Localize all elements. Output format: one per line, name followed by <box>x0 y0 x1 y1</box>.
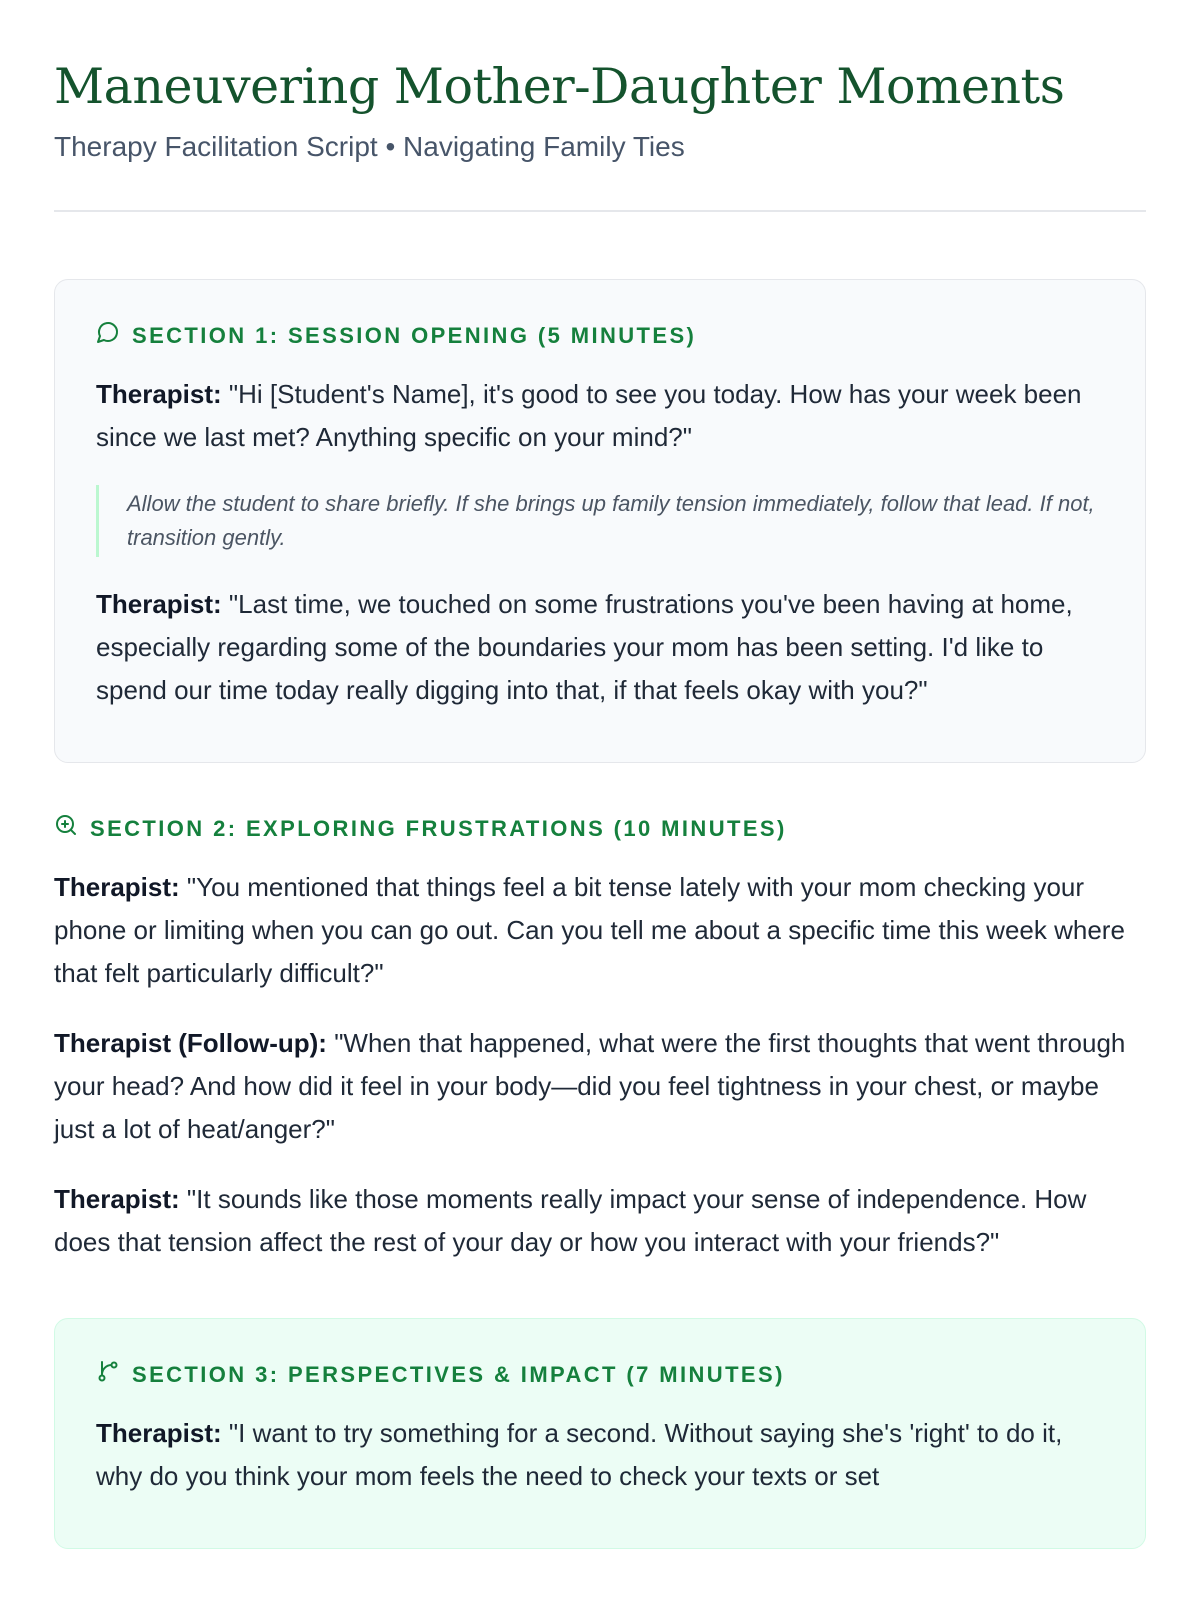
document-page <box>54 0 1146 1549</box>
branch-icon <box>96 1359 120 1390</box>
speaker-label: Therapist: <box>96 1418 222 1448</box>
line-text: "It sounds like those moments really impact your sense of independence. How does that tension affect the rest of your day or how you interact with your friends?" <box>54 1184 1087 1257</box>
line-text: "You mentioned that things feel a bit tense lately with your mom checking your phone or limiting when you can go out. Can you tell me about a specific time this week where that felt particularly difficult?" <box>54 872 1125 988</box>
section-session-opening <box>54 279 1146 763</box>
section-heading-label: SECTION 3: PERSPECTIVES & IMPACT (7 MINUTES) <box>132 1361 785 1387</box>
document-title: Maneuvering Mother-Daughter Moments <box>54 58 1065 115</box>
facilitator-note: Allow the student to share briefly. If she brings up family tension immediately, follow that lead. If not, transition gently. <box>96 485 1104 557</box>
document-header <box>54 0 1146 212</box>
section-heading <box>54 813 1146 844</box>
therapist-line <box>54 866 1146 995</box>
section-heading-label: SECTION 2: EXPLORING FRUSTRATIONS (10 MINUTES) <box>90 815 787 841</box>
section-heading-label: SECTION 1: SESSION OPENING (5 MINUTES) <box>132 322 697 348</box>
line-text: "When that happened, what were the first thoughts that went through your head? And how did it feel in your body—did you feel tightness in your chest, or maybe just a lot of heat/anger?" <box>54 1028 1126 1144</box>
section-exploring-frustrations <box>54 813 1146 1264</box>
line-text: "I want to try something for a second. Without saying she's 'right' to do it, why do you think your mom feels the need to check your texts or set <box>96 1418 1063 1491</box>
therapist-followup-line <box>54 1022 1146 1151</box>
chat-bubble-icon <box>96 320 120 351</box>
document-subtitle: Therapy Facilitation Script • Navigating Family Ties <box>54 131 685 162</box>
therapist-line <box>96 1412 1104 1498</box>
speaker-label: Therapist (Follow-up): <box>54 1028 327 1058</box>
therapist-line <box>96 373 1104 459</box>
line-text: "Hi [Student's Name], it's good to see you today. How has your week been since we last met? Anything specific on your mind?" <box>96 379 1082 452</box>
section-heading <box>96 1359 1104 1390</box>
therapist-line <box>54 1178 1146 1264</box>
section-perspectives-impact <box>54 1318 1146 1549</box>
line-text: "Last time, we touched on some frustrations you've been having at home, especially regarding some of the boundaries your mom has been setting. I'd like to spend our time today really digging into that, if that feels okay with you?" <box>96 589 1073 705</box>
speaker-label: Therapist: <box>96 379 222 409</box>
speaker-label: Therapist: <box>96 589 222 619</box>
section-heading <box>96 320 1104 351</box>
speaker-label: Therapist: <box>54 1184 180 1214</box>
speaker-label: Therapist: <box>54 872 180 902</box>
therapist-line <box>96 583 1104 712</box>
header-divider <box>54 210 1146 212</box>
zoom-in-icon <box>54 813 78 844</box>
